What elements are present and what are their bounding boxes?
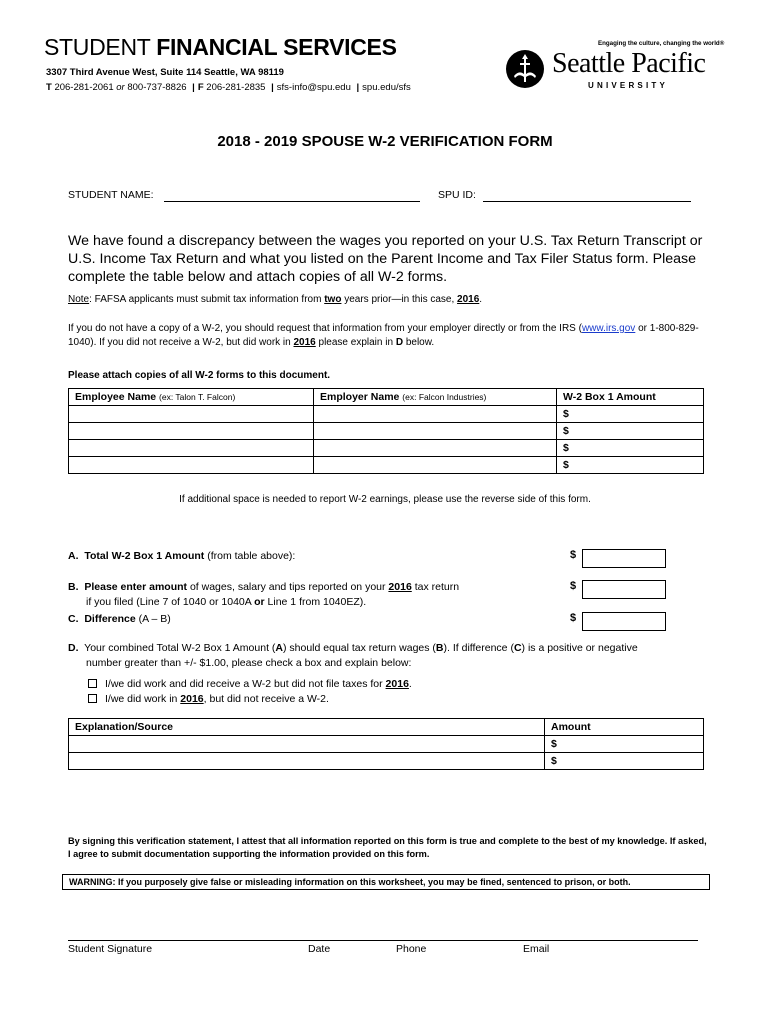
spu-id-label: SPU ID: [438, 189, 476, 201]
date-label: Date [308, 943, 331, 955]
university-emblem-icon [505, 46, 545, 92]
item-b-or: or [254, 596, 265, 608]
note-text: years prior—in this case, [341, 294, 458, 305]
table-row [69, 457, 704, 474]
explanation-table-header [69, 719, 704, 736]
item-d-text: number greater than +/- $1.00, please check a box and explain below: [86, 657, 412, 669]
table-row [69, 423, 704, 440]
item-b-title: Please enter amount [84, 581, 188, 593]
department-title [44, 34, 397, 61]
or-text: or [116, 82, 125, 93]
attestation-statement: By signing this verification statement, I attest that all information reported on this form is true and complete to the best of my knowledge. If asked, I agree to submit documentation supporting the information provided on this form. [68, 836, 707, 859]
item-d-text: ). If difference ( [443, 642, 514, 654]
item-c-text: (A – B) [135, 613, 171, 625]
fafsa-note [68, 294, 482, 305]
contact-email: sfs-info@spu.edu [276, 82, 351, 93]
form-title: 2018 - 2019 SPOUSE W-2 VERIFICATION FORM [217, 133, 553, 150]
item-d-text: Your combined Total W-2 Box 1 Amount ( [84, 642, 276, 654]
note-label: Note [68, 294, 90, 305]
missing-w2-instructions [68, 322, 718, 350]
student-signature-label: Student Signature [68, 943, 153, 955]
instruction-text: or 1-800-829-1040). If you did not receive a W-2, but did work in [68, 323, 699, 348]
note-text: . [479, 294, 483, 305]
item-c [68, 612, 171, 627]
item-letter: B. [68, 581, 79, 593]
email-label: Email [523, 943, 550, 955]
employee-name-cell[interactable] [69, 406, 314, 423]
w2-amount-cell[interactable]: $ [557, 423, 704, 440]
item-b-text: tax return [411, 581, 460, 593]
item-b-text: Line 1 from 1040EZ). [264, 596, 367, 608]
checkbox-year: 2016 [385, 678, 409, 690]
item-b-text: if you filed (Line 7 of 1040 or 1040A [86, 596, 255, 608]
department-contact [46, 82, 411, 93]
employee-name-cell[interactable] [69, 423, 314, 440]
checkbox-label: , but did not receive a W-2. [203, 693, 329, 705]
warning-box: WARNING: If you purposely give false or misleading information on this worksheet, you may be fined, sentenced to prison, or both. [62, 874, 710, 890]
phone-number: 206-281-2061 [54, 82, 114, 93]
toll-free-number: 800-737-8826 [127, 82, 187, 93]
employer-name-cell[interactable] [314, 406, 557, 423]
w2-table [68, 388, 704, 474]
checkbox[interactable] [88, 679, 97, 688]
employee-name-header: Employee Name (ex: Talon T. Falcon) [69, 389, 314, 406]
w2-amount-cell[interactable]: $ [557, 406, 704, 423]
explanation-table [68, 718, 704, 770]
intro-paragraph: We have found a discrepancy between the wages you reported on your U.S. Tax Return Transcript or U.S. Income Tax Return and what you listed on the Parent Income and Tax Filer Status form. Please complete the table below and attach copies of all W-2 forms. [68, 233, 703, 285]
total-w2-amount-input[interactable] [582, 549, 666, 568]
instruction-text: If you do not have a copy of a W-2, you should request that information from your employer directly or from the IRS ( [68, 323, 582, 334]
item-b-text: of wages, salary and tips reported on your [187, 581, 389, 593]
fax-label: F [197, 82, 204, 93]
item-a [68, 549, 295, 564]
irs-link[interactable]: www.irs.gov [581, 323, 636, 334]
additional-space-note: If additional space is needed to report W-2 earnings, please use the reverse side of this form. [179, 494, 591, 505]
w2-amount-cell[interactable]: $ [557, 440, 704, 457]
item-b-dollar: $ [570, 580, 577, 592]
table-row [69, 753, 704, 770]
item-a-title: Total W-2 Box 1 Amount [84, 550, 205, 562]
separator: | [356, 82, 360, 93]
table-row [69, 736, 704, 753]
signature-line[interactable] [68, 940, 698, 941]
section-d-ref: D [395, 337, 404, 348]
checkbox-label: I/we did work in [105, 693, 181, 705]
attach-instruction: Please attach copies of all W-2 forms to this document. [68, 370, 331, 381]
university-logo-subtitle: UNIVERSITY [588, 81, 669, 90]
table-row [69, 440, 704, 457]
student-name-label: STUDENT NAME: [68, 189, 154, 201]
item-d-text: ) should equal tax return wages ( [283, 642, 436, 654]
amount-cell[interactable]: $ [545, 753, 704, 770]
checkbox-label: I/we did work and did receive a W-2 but did not file taxes for [105, 678, 386, 690]
phone-label: T [46, 82, 52, 93]
university-tagline: Engaging the culture, changing the world® [598, 40, 725, 47]
note-year: 2016 [457, 294, 480, 305]
tax-return-wages-input[interactable] [582, 580, 666, 599]
item-a-dollar: $ [570, 549, 577, 561]
w2-amount-cell[interactable]: $ [557, 457, 704, 474]
item-letter: C. [68, 613, 79, 625]
checkbox[interactable] [88, 694, 97, 703]
explanation-header: Explanation/Source [69, 719, 545, 736]
checkbox-label: . [408, 678, 412, 690]
employer-name-header: Employer Name (ex: Falcon Industries) [314, 389, 557, 406]
instruction-text: below. [403, 337, 435, 348]
item-letter: D. [68, 642, 79, 654]
spu-id-field[interactable] [483, 201, 691, 202]
item-b-year: 2016 [388, 581, 412, 593]
item-d-ref: C [513, 642, 522, 654]
item-d-ref: B [435, 642, 444, 654]
w2-amount-header: W-2 Box 1 Amount [557, 389, 704, 406]
item-d [68, 641, 718, 671]
explanation-cell[interactable] [69, 736, 545, 753]
instruction-text: please explain in [315, 337, 396, 348]
separator: | [271, 82, 274, 93]
item-d-text: ) is a positive or negative [521, 642, 638, 654]
amount-cell[interactable]: $ [545, 736, 704, 753]
difference-input[interactable] [582, 612, 666, 631]
employer-name-cell[interactable] [314, 440, 557, 457]
item-c-title: Difference [84, 613, 136, 625]
employee-name-cell[interactable] [69, 457, 314, 474]
table-row [69, 406, 704, 423]
item-c-dollar: $ [570, 612, 577, 624]
separator: | [192, 82, 195, 93]
checkbox-year: 2016 [180, 693, 204, 705]
note-two: two [324, 294, 342, 305]
employee-name-cell[interactable] [69, 440, 314, 457]
department-title-bold: FINANCIAL SERVICES [156, 34, 397, 60]
item-b [68, 580, 548, 610]
checkbox-option-2[interactable] [88, 693, 329, 705]
instruction-year: 2016 [293, 337, 316, 348]
university-logo-name: Seattle Pacific [552, 48, 706, 79]
explanation-cell[interactable] [69, 753, 545, 770]
item-a-text: (from table above): [204, 550, 296, 562]
phone-label: Phone [396, 943, 427, 955]
item-d-ref: A [275, 642, 283, 654]
amount-header: Amount [545, 719, 704, 736]
employer-name-cell[interactable] [314, 423, 557, 440]
contact-website: spu.edu/sfs [362, 82, 411, 93]
note-text: : FAFSA applicants must submit tax information from [89, 294, 325, 305]
department-address: 3307 Third Avenue West, Suite 114 Seattle, WA 98119 [46, 67, 284, 78]
employer-name-cell[interactable] [314, 457, 557, 474]
department-title-light: STUDENT [44, 34, 151, 60]
checkbox-option-1[interactable] [88, 678, 412, 690]
item-letter: A. [68, 550, 79, 562]
w2-table-header [69, 389, 704, 406]
fax-number: 206-281-2835 [206, 82, 266, 93]
student-name-field[interactable] [164, 201, 420, 202]
